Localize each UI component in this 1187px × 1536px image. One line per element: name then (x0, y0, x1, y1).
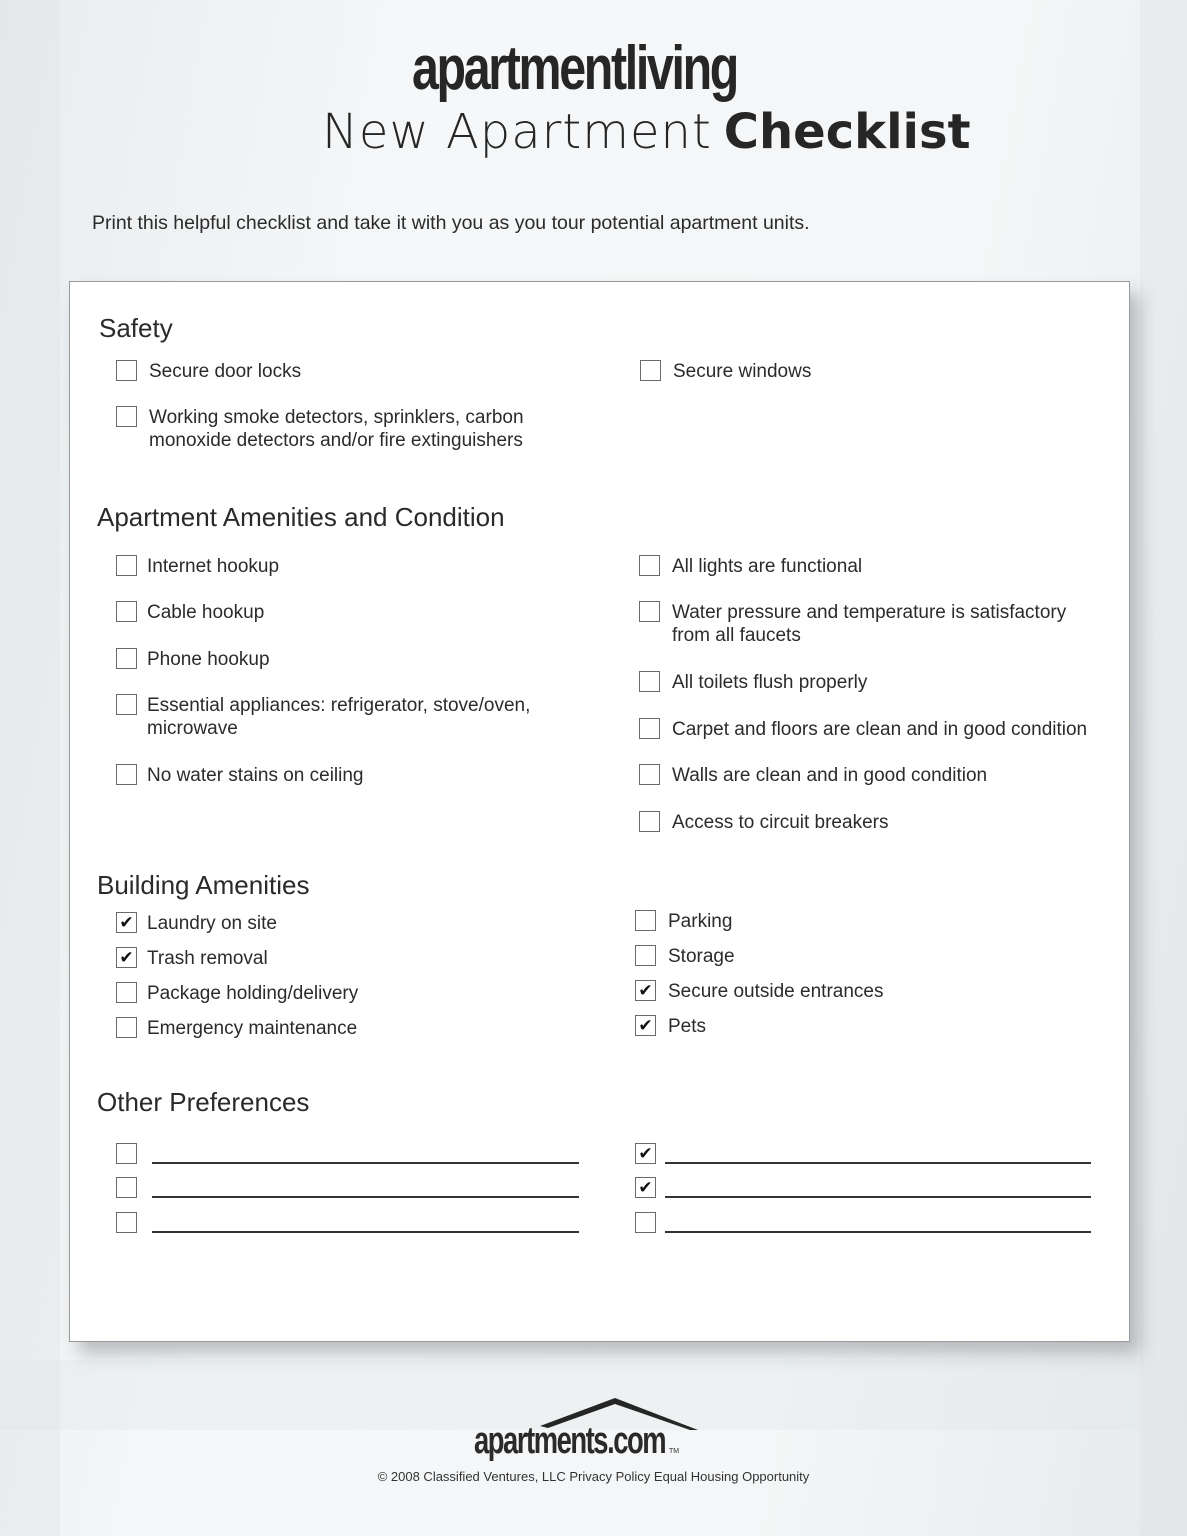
checklist-item[interactable] (116, 1177, 137, 1198)
checkbox[interactable] (635, 980, 656, 1001)
checklist-item[interactable] (639, 764, 987, 787)
item-label: Access to circuit breakers (672, 812, 889, 833)
preference-input-line[interactable] (152, 1231, 579, 1233)
checkmark-icon: ✔ (119, 948, 134, 967)
trademark: TM (669, 1448, 680, 1455)
checkmark-icon: ✔ (638, 1016, 653, 1035)
copyright-text: © 2008 Classified Ventures, LLC Privacy Policy Equal Housing Opportunity (377, 1469, 810, 1484)
checkbox[interactable] (635, 1177, 656, 1198)
checkbox[interactable] (635, 1143, 656, 1164)
checklist-item[interactable] (635, 1143, 656, 1164)
checklist-item[interactable] (116, 947, 268, 970)
checklist-item[interactable] (635, 1015, 706, 1038)
checklist-item[interactable] (116, 694, 556, 740)
preference-input-line[interactable] (152, 1196, 579, 1198)
checkbox[interactable] (116, 648, 137, 669)
section-title-safety: Safety (99, 313, 173, 343)
checklist-item[interactable] (640, 360, 811, 383)
checkbox[interactable] (116, 912, 137, 933)
footer-logo[interactable]: apartments.com (474, 1420, 666, 1462)
checklist-item[interactable] (639, 718, 1087, 741)
checklist-item[interactable] (116, 982, 358, 1005)
checklist-item[interactable] (116, 1212, 137, 1233)
item-label: Emergency maintenance (147, 1018, 358, 1039)
checklist-item[interactable] (635, 1177, 656, 1198)
checklist-item[interactable] (116, 555, 279, 578)
title-bold: Checklist (723, 104, 971, 160)
brand-logo: apartmentliving (412, 34, 737, 103)
checklist-item[interactable] (639, 811, 888, 834)
item-label: Water pressure and temperature is satisfactory from all faucets (672, 602, 1067, 646)
item-label: Working smoke detectors, sprinklers, carbon monoxide detectors and/or fire extinguishers (149, 407, 524, 451)
item-label: Secure windows (673, 361, 812, 382)
checkbox[interactable] (639, 601, 660, 622)
checkbox[interactable] (116, 406, 137, 427)
item-label: Pets (668, 1016, 707, 1037)
checkbox[interactable] (639, 555, 660, 576)
checklist-item[interactable] (116, 1017, 357, 1040)
checkbox[interactable] (116, 1212, 137, 1233)
section-title-building: Building Amenities (97, 870, 310, 900)
checkbox[interactable] (116, 1017, 137, 1038)
preference-input-line[interactable] (665, 1196, 1091, 1198)
item-label: All toilets flush properly (672, 672, 868, 693)
checklist-item[interactable] (639, 555, 862, 578)
checklist-item[interactable] (116, 648, 270, 671)
background-decoration (1140, 0, 1187, 1536)
checkbox[interactable] (116, 764, 137, 785)
checkbox[interactable] (640, 360, 661, 381)
item-label: Cable hookup (147, 602, 265, 623)
checklist-item[interactable] (116, 406, 546, 452)
intro-text: Print this helpful checklist and take it with you as you tour potential apartment units. (92, 212, 810, 234)
item-label: Carpet and floors are clean and in good condition (672, 719, 1088, 740)
checkbox[interactable] (116, 694, 137, 715)
section-title-other: Other Preferences (97, 1087, 310, 1117)
item-label: Trash removal (147, 948, 268, 969)
item-label: Laundry on site (147, 913, 277, 934)
checklist-item[interactable] (635, 945, 735, 968)
checkbox[interactable] (116, 360, 137, 381)
checklist-item[interactable] (116, 601, 264, 624)
checkmark-icon: ✔ (119, 913, 134, 932)
checklist-item[interactable] (116, 360, 301, 383)
checkbox[interactable] (639, 671, 660, 692)
item-label: Essential appliances: refrigerator, stove/oven, microwave (147, 695, 531, 739)
checkmark-icon: ✔ (638, 981, 653, 1000)
item-label: Walls are clean and in good condition (672, 765, 988, 786)
preference-input-line[interactable] (665, 1231, 1091, 1233)
checklist-item[interactable] (116, 764, 364, 787)
checkbox[interactable] (116, 601, 137, 622)
preference-input-line[interactable] (152, 1162, 579, 1164)
checkbox[interactable] (635, 910, 656, 931)
preference-input-line[interactable] (665, 1162, 1091, 1164)
checkbox[interactable] (635, 1015, 656, 1036)
checkmark-icon: ✔ (638, 1144, 653, 1163)
checklist-item[interactable] (635, 1212, 656, 1233)
item-label: Secure outside entrances (668, 981, 884, 1002)
checkbox[interactable] (116, 947, 137, 968)
checklist-item[interactable] (635, 980, 883, 1003)
item-label: All lights are functional (672, 556, 863, 577)
checklist-item[interactable] (635, 910, 732, 933)
page-title (322, 104, 971, 161)
checklist-item[interactable] (639, 671, 867, 694)
checkbox[interactable] (116, 1177, 137, 1198)
checkbox[interactable] (635, 945, 656, 966)
checkbox[interactable] (116, 982, 137, 1003)
checkbox[interactable] (639, 764, 660, 785)
checkbox[interactable] (639, 811, 660, 832)
item-label: Storage (668, 946, 735, 967)
section-title-amenities: Apartment Amenities and Condition (97, 502, 505, 532)
background-decoration (0, 0, 60, 1536)
item-label: Phone hookup (147, 649, 270, 670)
title-light: New Apartment (322, 104, 712, 160)
checklist-item[interactable] (639, 601, 1089, 647)
checkmark-icon: ✔ (638, 1178, 653, 1197)
checkbox[interactable] (116, 555, 137, 576)
item-label: No water stains on ceiling (147, 765, 364, 786)
item-label: Parking (668, 911, 733, 932)
checkbox[interactable] (635, 1212, 656, 1233)
checkbox[interactable] (639, 718, 660, 739)
checklist-item[interactable] (116, 912, 277, 935)
checkbox[interactable] (116, 1143, 137, 1164)
checklist-item[interactable] (116, 1143, 137, 1164)
item-label: Internet hookup (147, 556, 280, 577)
item-label: Package holding/delivery (147, 983, 359, 1004)
item-label: Secure door locks (149, 361, 302, 382)
